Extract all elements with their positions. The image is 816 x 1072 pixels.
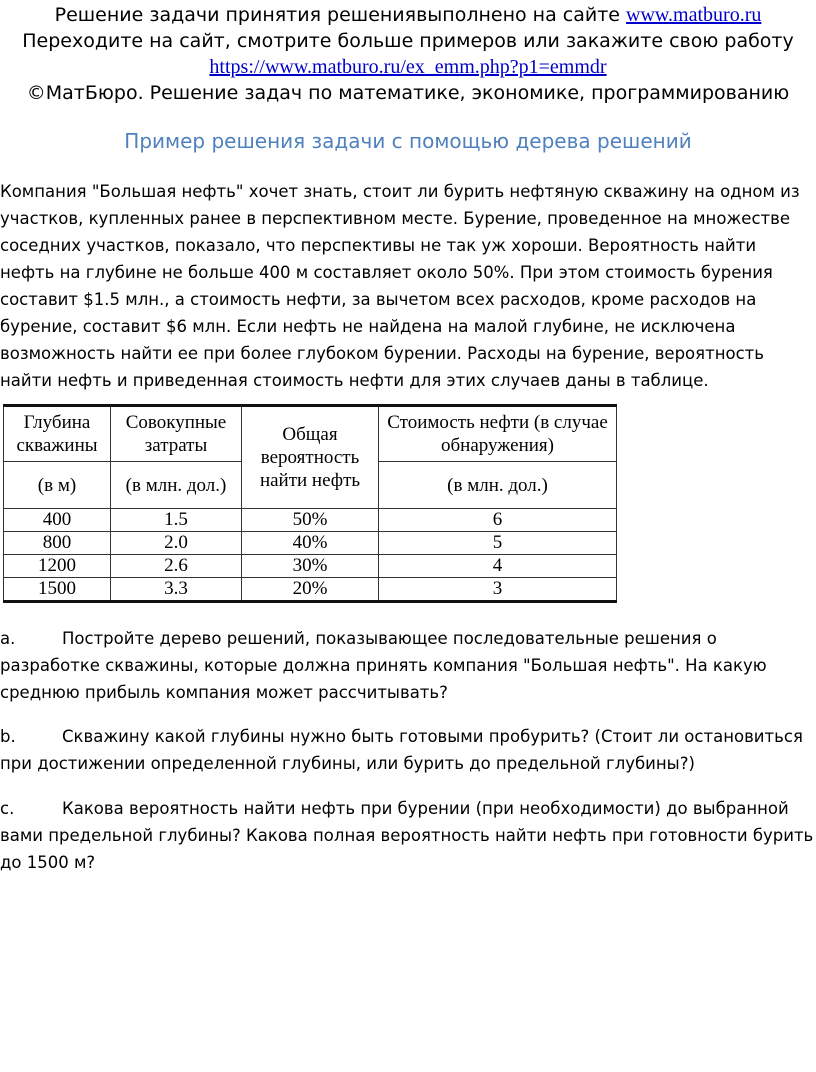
- header: [0, 0, 816, 106]
- cell-cost: 1.5: [111, 509, 242, 532]
- site-link[interactable]: www.matburo.ru: [626, 4, 762, 26]
- header-cost-unit: (в млн. дол.): [111, 462, 242, 509]
- example-link[interactable]: https://www.matburo.ru/ex_emm.php?p1=emmdr: [209, 56, 607, 78]
- page-title: Пример решения задачи с помощью дерева решений: [124, 129, 692, 153]
- cell-cost: 2.6: [111, 555, 242, 578]
- table-row: [4, 578, 617, 602]
- header-line-2: Переходите на сайт, смотрите больше примеров или закажите свою работу: [22, 30, 794, 52]
- question-label: c.: [0, 799, 15, 818]
- question-label: a.: [0, 629, 16, 648]
- cell-value: 3: [379, 578, 617, 602]
- header-line-4: ©МатБюро. Решение задач по математике, экономике, программированию: [26, 82, 790, 104]
- header-cost: Совокупные затраты: [111, 406, 242, 462]
- problem-paragraph: Компания "Большая нефть" хочет знать, стоит ли бурить нефтяную скважину на одном из участков, купленных ранее в перспективном месте. Бурение, проведенное на множестве соседних участков, показало, что перспективы не так уж хороши. Вероятность найти нефть на глубине не больше 400 м составляет около 50%. При этом стоимость бурения составит $1.5 млн., а стоимость нефти, за вычетом всех расходов, кроме расходов на бурение, составит $6 млн. Если нефть не найдена на малой глубине, не исключена возможность найти ее при более глубоком бурении. Расходы на бурение, вероятность найти нефть и приведенная стоимость нефти для этих случаев даны в таблице.: [0, 182, 800, 390]
- table-row: [4, 555, 617, 578]
- cell-depth: 1500: [4, 578, 111, 602]
- cell-prob: 20%: [242, 578, 379, 602]
- header-value: Стоимость нефти (в случае обнаружения): [379, 406, 617, 462]
- question-text: Постройте дерево решений, показывающее последовательные решения о разработке скважины, которые должна принять компания "Большая нефть". На какую среднюю прибыль компания может рассчитывать?: [0, 629, 767, 702]
- cell-prob: 30%: [242, 555, 379, 578]
- question-label: b.: [0, 727, 16, 746]
- cell-value: 6: [379, 509, 617, 532]
- cell-depth: 1200: [4, 555, 111, 578]
- header-value-unit: (в млн. дол.): [379, 462, 617, 509]
- header-text: Решение задачи принятия решениявыполнено на сайте: [54, 4, 627, 26]
- cell-cost: 2.0: [111, 532, 242, 555]
- cell-value: 5: [379, 532, 617, 555]
- header-line-1: [0, 2, 816, 28]
- data-table-wrapper: [3, 404, 617, 610]
- cell-prob: 40%: [242, 532, 379, 555]
- cell-cost: 3.3: [111, 578, 242, 602]
- question-text: Скважину какой глубины нужно быть готовыми пробурить? (Стоит ли остановиться при достижении определенной глубины, или бурить до предельной глубины?): [0, 727, 803, 773]
- data-table: [3, 404, 617, 603]
- table-row: [4, 509, 617, 532]
- cell-depth: 400: [4, 509, 111, 532]
- header-depth: Глубина скважины: [4, 406, 111, 462]
- question-a: [0, 625, 814, 706]
- cell-depth: 800: [4, 532, 111, 555]
- question-b: [0, 723, 814, 777]
- question-c: [0, 795, 814, 876]
- cell-value: 4: [379, 555, 617, 578]
- header-prob: Общая вероятность найти нефть: [242, 406, 379, 509]
- table-row: [4, 532, 617, 555]
- header-depth-unit: (в м): [4, 462, 111, 509]
- question-text: Какова вероятность найти нефть при бурении (при необходимости) до выбранной вами предельной глубины? Какова полная вероятность найти нефть при готовности бурить до 1500 м?: [0, 799, 814, 872]
- cell-prob: 50%: [242, 509, 379, 532]
- header-line-3: [0, 54, 816, 80]
